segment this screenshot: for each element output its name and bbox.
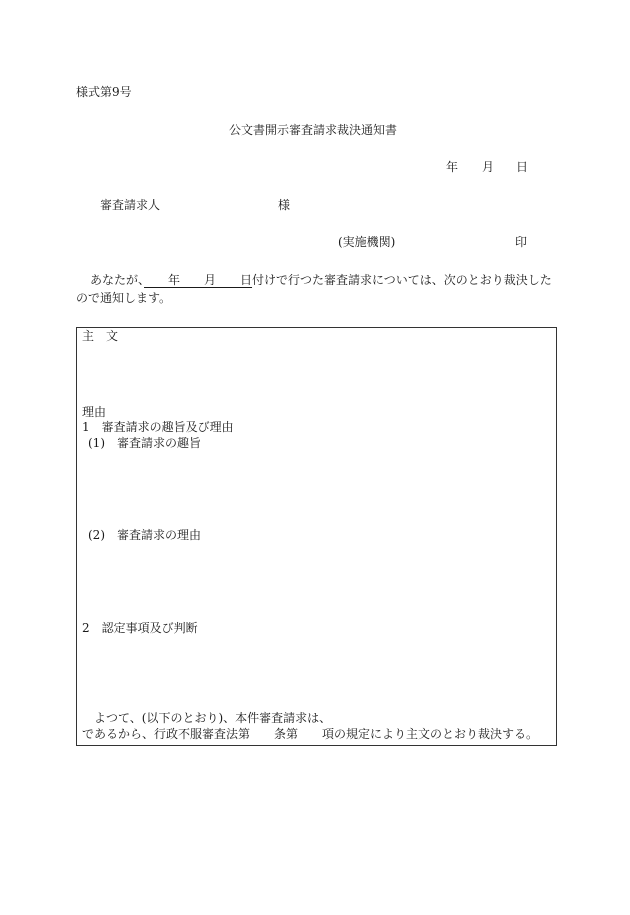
closing-line-2: であるから、行政不服審査法第 条第 項の規定により主文のとおり裁決する。 <box>82 727 539 741</box>
closing-line-1: よつて、(以下のとおり)、本件審査請求は、 <box>94 711 332 725</box>
addressee-label: 審査請求人 <box>100 198 161 212</box>
section-1-heading: 1 審査請求の趣旨及び理由 <box>82 420 234 434</box>
document-title: 公文書開示審査請求裁決通知書 <box>229 123 398 137</box>
addressee-honorific: 様 <box>278 198 291 212</box>
issuer-label: (実施機関) <box>338 235 396 249</box>
section-2-heading: 2 認定事項及び判断 <box>82 621 198 635</box>
notice-date-blank: 年 月 日 <box>144 273 253 287</box>
notice-text: 付けで行つた審査請求については、次のとおり裁決した <box>252 273 552 287</box>
notice-line-1 <box>90 273 552 287</box>
subsection-1-heading: (1) 審査請求の趣旨 <box>88 436 201 450</box>
date-year-label: 年 <box>446 160 459 174</box>
date-day-label: 日 <box>516 160 529 174</box>
subsection-2-heading: (2) 審査請求の理由 <box>88 528 201 542</box>
date-month-label: 月 <box>482 160 495 174</box>
main-text-heading: 主 文 <box>82 329 119 343</box>
form-number: 様式第9号 <box>76 85 132 99</box>
reasons-heading: 理由 <box>82 405 107 419</box>
notice-line-2: ので通知します。 <box>76 291 172 305</box>
seal-mark: 印 <box>515 235 528 249</box>
notice-lead: あなたが、 <box>90 273 145 287</box>
